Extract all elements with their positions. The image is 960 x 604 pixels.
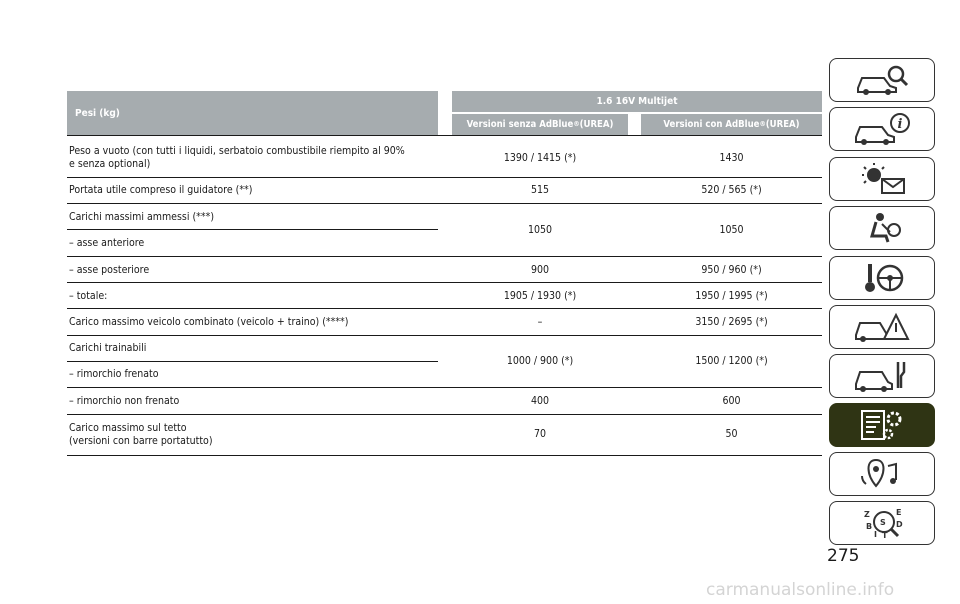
- row-label: – totale:: [69, 290, 108, 302]
- row-label: Carico massimo veicolo combinato (veicolo + traino) (****): [69, 316, 349, 328]
- table-rule: [67, 256, 822, 257]
- row-label: – asse posteriore: [69, 264, 150, 276]
- header-col-b-suffix: (UREA): [765, 119, 800, 130]
- header-engine: [452, 91, 822, 112]
- row-label: – rimorchio non frenato: [69, 395, 180, 407]
- table-rule: [67, 177, 822, 178]
- car-info-icon: [852, 111, 912, 147]
- row-label: Portata utile compreso il guidatore (**): [69, 184, 253, 196]
- watermark: carmanualsonline.info: [706, 580, 895, 600]
- row-label: (versioni con barre portatutto): [69, 435, 213, 447]
- cell-value: 1905 / 1930 (*): [503, 290, 577, 302]
- tab-car-search[interactable]: [829, 58, 935, 102]
- alphabetical-index-icon: [852, 505, 912, 541]
- tab-starting-driving[interactable]: [829, 256, 935, 300]
- registered-mark: ®: [759, 119, 766, 128]
- cell-value: 515: [530, 184, 550, 196]
- table-rule: [67, 282, 822, 283]
- car-tools-icon: [852, 358, 912, 394]
- car-search-icon: [852, 62, 912, 98]
- registered-mark: ®: [573, 119, 580, 128]
- cell-value: 3150 / 2695 (*): [695, 316, 768, 328]
- row-label: – rimorchio frenato: [69, 368, 159, 380]
- svg-text:i: i: [897, 117, 903, 132]
- header-col-without-adblue: [452, 114, 628, 135]
- cell-value: 400: [530, 395, 550, 407]
- cell-value: 1000 / 900 (*): [506, 355, 574, 367]
- svg-text:I: I: [874, 530, 877, 539]
- cell-value: 1050: [719, 224, 744, 236]
- row-label: – asse anteriore: [69, 237, 145, 249]
- cell-value: 950 / 960 (*): [701, 264, 762, 276]
- tab-maintenance[interactable]: [829, 354, 935, 398]
- car-warning-triangle-icon: [852, 309, 912, 345]
- table-rule: [67, 387, 822, 388]
- svg-text:S: S: [880, 518, 886, 527]
- header-col-with-adblue: [641, 114, 822, 135]
- cell-value: 1390 / 1415 (*): [503, 152, 577, 164]
- tab-index[interactable]: [829, 501, 935, 545]
- table-rule: [67, 203, 822, 204]
- tab-technical-data[interactable]: [829, 403, 935, 447]
- row-label: Carichi trainabili: [69, 342, 147, 354]
- header-col-a-label: Versioni senza AdBlue: [466, 119, 574, 130]
- page-number: 275: [827, 546, 860, 566]
- header-weights-label: Pesi (kg): [75, 107, 120, 119]
- specs-gear-icon: [852, 407, 912, 443]
- table-rule: [67, 308, 822, 309]
- cell-value: 70: [533, 428, 547, 440]
- tab-safety[interactable]: [829, 206, 935, 250]
- cell-value: 520 / 565 (*): [701, 184, 762, 196]
- cell-value: 1050: [527, 224, 553, 236]
- cell-value: 1950 / 1995 (*): [695, 290, 768, 302]
- table-rule: [67, 361, 438, 362]
- key-steering-wheel-icon: [852, 260, 912, 296]
- table-rule: [67, 135, 822, 136]
- cell-value: 1430: [719, 152, 744, 164]
- svg-text:E: E: [896, 508, 902, 517]
- warning-light-message-icon: [852, 161, 912, 197]
- cell-value: 1500 / 1200 (*): [695, 355, 768, 367]
- header-col-a-suffix: (UREA): [579, 119, 614, 130]
- svg-text:D: D: [896, 520, 903, 529]
- cell-value: 600: [722, 395, 741, 407]
- table-rule: [67, 414, 822, 415]
- cell-value: 50: [725, 428, 738, 440]
- row-label: Peso a vuoto (con tutti i liquidi, serbatoio combustibile riempito al 90%: [69, 145, 405, 157]
- tab-emergency[interactable]: [829, 305, 935, 349]
- row-label: Carichi massimi ammessi (***): [69, 211, 215, 223]
- multimedia-icon: [852, 456, 912, 492]
- header-engine-label: 1.6 16V Multijet: [596, 96, 678, 107]
- cell-value: 900: [530, 264, 550, 276]
- row-label: Carico massimo sul tetto: [69, 422, 187, 434]
- svg-text:B: B: [866, 522, 873, 531]
- svg-text:T: T: [882, 531, 888, 540]
- cell-value: –: [537, 316, 543, 328]
- tab-multimedia[interactable]: [829, 452, 935, 496]
- row-label: e senza optional): [69, 158, 151, 170]
- table-rule: [67, 335, 822, 336]
- header-col-b-label: Versioni con AdBlue: [663, 119, 760, 130]
- tab-warning-lights[interactable]: [829, 157, 935, 201]
- svg-text:Z: Z: [864, 510, 870, 519]
- seat-airbag-icon: [852, 210, 912, 246]
- header-weights: [67, 91, 438, 135]
- table-rule: [67, 455, 822, 456]
- tab-car-info[interactable]: [829, 107, 935, 151]
- table-rule: [67, 229, 438, 230]
